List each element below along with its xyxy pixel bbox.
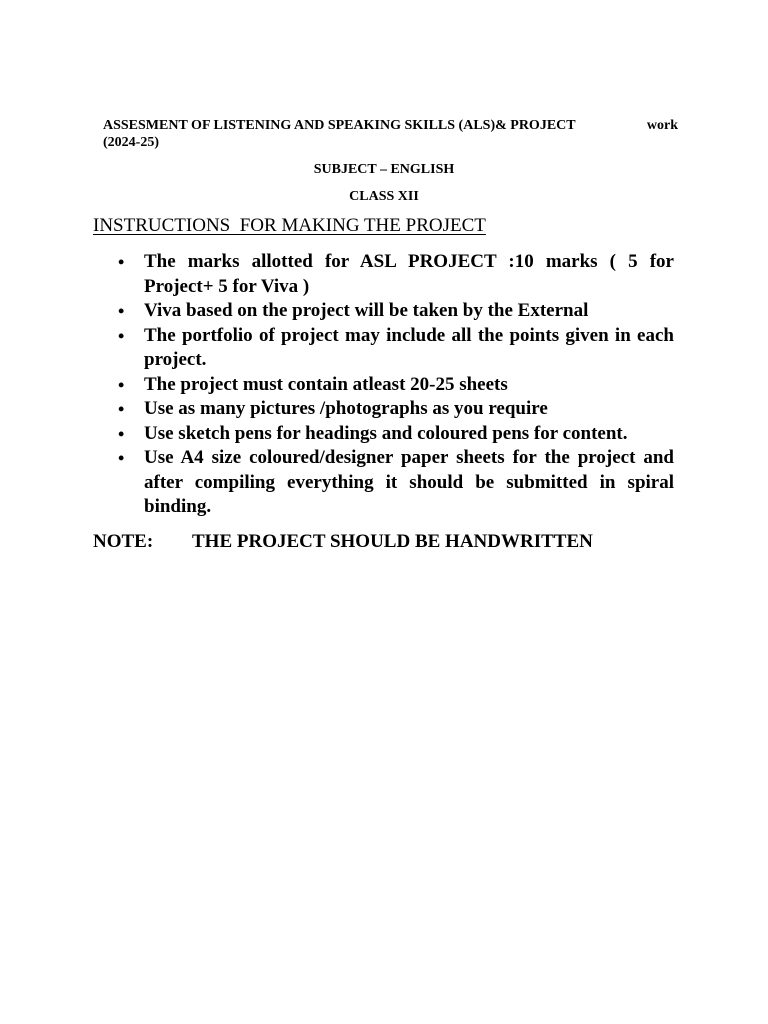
list-item-text: Viva based on the project will be taken by the External bbox=[144, 300, 589, 321]
assessment-title bbox=[103, 117, 678, 151]
note bbox=[93, 530, 593, 554]
note-label: NOTE: bbox=[93, 531, 154, 552]
list-item-text: Use A4 size coloured/designer paper sheets for the project and after compiling everything it should be submitted in spiral binding. bbox=[144, 447, 674, 517]
list-item-text: The marks allotted for ASL PROJECT :10 marks ( 5 for Project+ 5 for Viva ) bbox=[144, 251, 674, 297]
list-item-text: The portfolio of project may include all the points given in each project. bbox=[144, 324, 674, 370]
list-item-text: The project must contain atleast 20-25 sheets bbox=[144, 373, 508, 395]
bullet-icon: • bbox=[118, 399, 125, 419]
list-item bbox=[118, 299, 674, 324]
bullet-icon: • bbox=[118, 301, 125, 321]
assessment-title-text: ASSESMENT OF LISTENING AND SPEAKING SKILLS (ALS)& PROJECT bbox=[103, 118, 576, 133]
list-item-text: Use sketch pens for headings and coloured pens for content. bbox=[144, 422, 628, 444]
bullet-icon: • bbox=[118, 423, 125, 444]
list-item-text: Use as many pictures /photographs as you require bbox=[144, 398, 548, 419]
list-item bbox=[118, 373, 674, 398]
list-item bbox=[118, 397, 674, 422]
bullet-icon: • bbox=[118, 374, 125, 395]
list-item bbox=[118, 422, 674, 447]
subject-line: SUBJECT – ENGLISH bbox=[313, 162, 455, 177]
assessment-year: (2024-25) bbox=[103, 135, 159, 150]
assessment-title-suffix: work bbox=[646, 118, 678, 133]
class-line: CLASS XII bbox=[349, 189, 419, 204]
bullet-icon: • bbox=[118, 448, 125, 468]
list-item bbox=[118, 446, 674, 520]
bullet-icon: • bbox=[118, 325, 125, 346]
instructions-heading: INSTRUCTIONS FOR MAKING THE PROJECT bbox=[93, 215, 486, 236]
note-text: THE PROJECT SHOULD BE HANDWRITTEN bbox=[192, 531, 593, 552]
list-item bbox=[118, 250, 674, 299]
instructions-list bbox=[118, 250, 674, 520]
list-item bbox=[118, 324, 674, 373]
bullet-icon: • bbox=[118, 252, 125, 272]
